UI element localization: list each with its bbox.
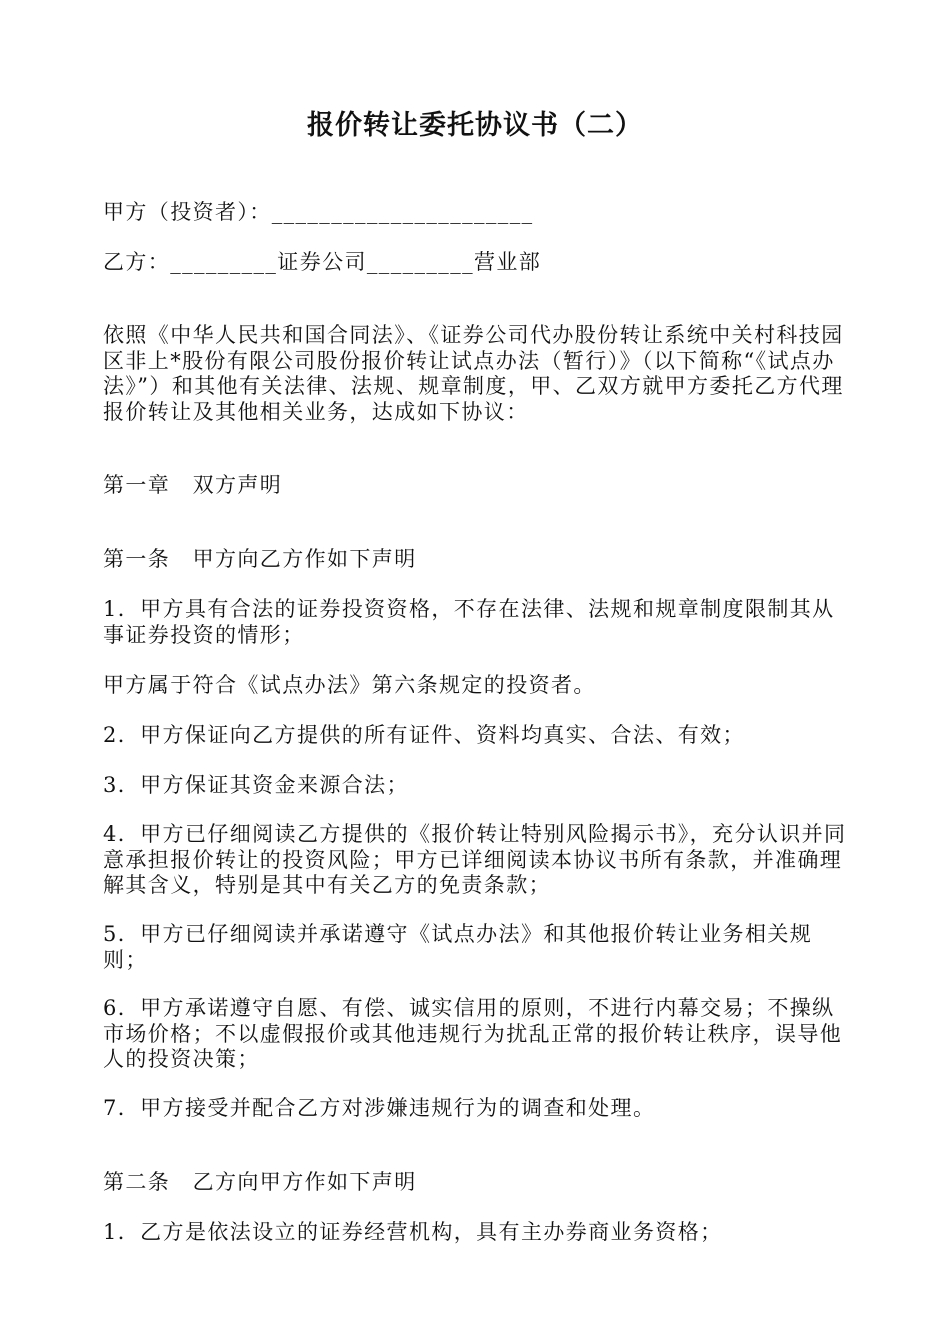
article-1-item-3: 3．甲方保证其资金来源合法； <box>103 773 409 797</box>
article-1-item-1-note: 甲方属于符合《试点办法》第六条规定的投资者。 <box>103 673 596 697</box>
party-b-line: 乙方：_________证券公司_________营业部 <box>103 250 542 274</box>
party-a-line: 甲方（投资者）：______________________ <box>103 200 534 224</box>
article-1-item-2: 2．甲方保证向乙方提供的所有证件、资料均真实、合法、有效； <box>103 723 745 747</box>
article-1-item-4: 4．甲方已仔细阅读乙方提供的《报价转让特别风险揭示书》，充分认识并同意承担报价转让的投资风险；甲方已详细阅读本协议书所有条款，并准确理解其含义，特别是其中有关乙方的免责条款； <box>103 822 847 897</box>
article-1-item-7: 7．甲方接受并配合乙方对涉嫌违规行为的调查和处理。 <box>103 1096 656 1120</box>
article-2-heading: 第二条 乙方向甲方作如下声明 <box>103 1170 417 1194</box>
article-1-item-6: 6．甲方承诺遵守自愿、有偿、诚实信用的原则，不进行内幕交易；不操纵市场价格；不以虚假报价或其他违规行为扰乱正常的报价转让秩序，误导他人的投资决策； <box>103 996 843 1071</box>
article-1-item-1: 1．甲方具有合法的证券投资资格，不存在法律、法规和规章制度限制其从事证券投资的情形； <box>103 597 835 647</box>
article-1-heading: 第一条 甲方向乙方作如下声明 <box>103 547 417 571</box>
preamble-paragraph: 依照《中华人民共和国合同法》、《证券公司代办股份转让系统中关村科技园区非上*股份有限公司股份报价转让试点办法（暂行）》（以下简称“《试点办法》”）和其他有关法律、法规、规章制度，甲、乙双方就甲方委托乙方代理报价转让及其他相关业务，达成如下协议： <box>103 323 844 424</box>
article-1-item-5: 5．甲方已仔细阅读并承诺遵守《试点办法》和其他报价转让业务相关规则； <box>103 922 813 972</box>
article-2-item-1: 1．乙方是依法设立的证券经营机构，具有主办券商业务资格； <box>103 1220 723 1244</box>
document-title: 报价转让委托协议书（二） <box>307 110 643 141</box>
chapter-heading: 第一章 双方声明 <box>103 473 283 497</box>
